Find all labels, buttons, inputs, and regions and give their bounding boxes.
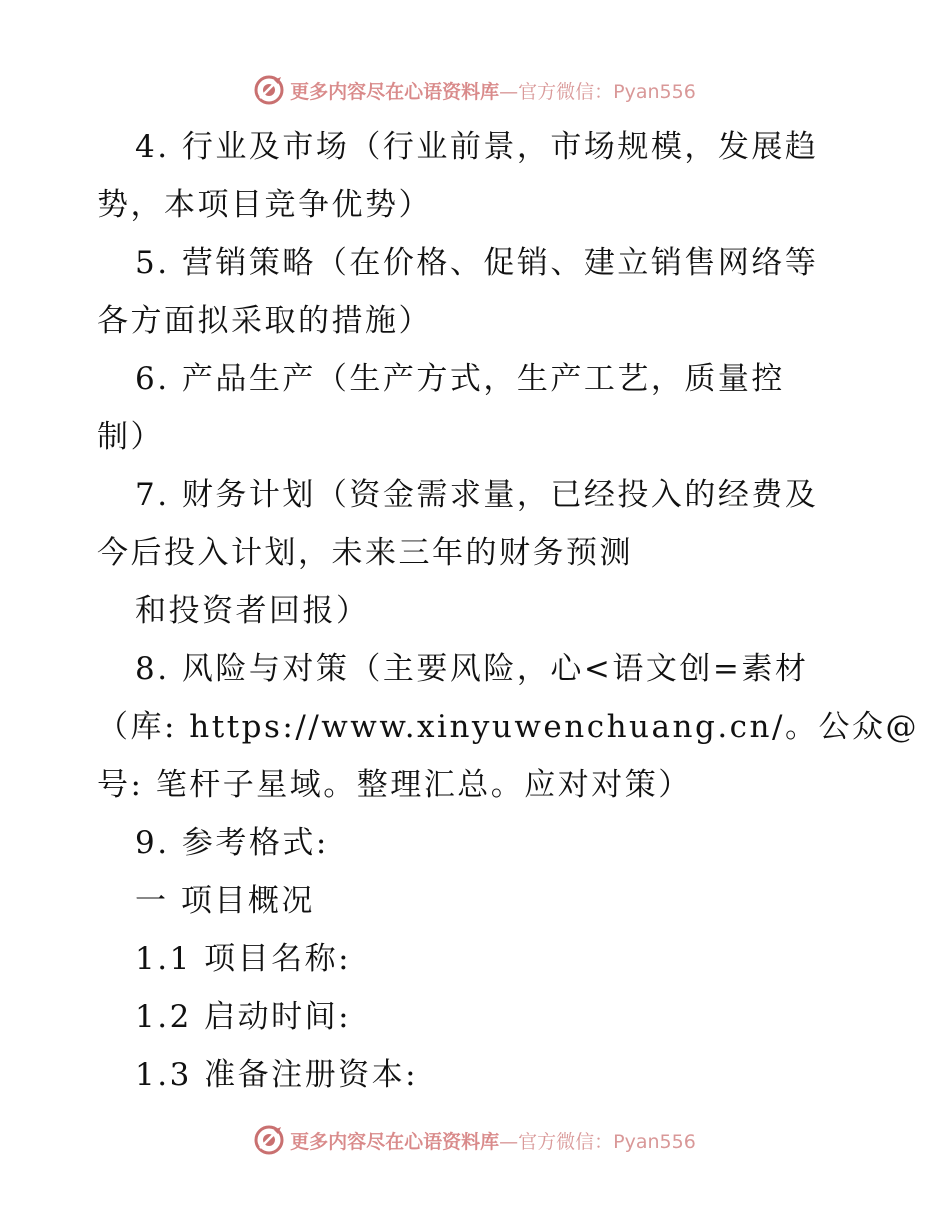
banner-wechat-text: 官方微信：Pyan556 (518, 80, 696, 103)
banner-main-text: 更多内容尽在心语资料库 (290, 80, 500, 103)
text-line: 4. 行业及市场（行业前景，市场规模，发展趋 (135, 129, 819, 165)
text-line: 今后投入计划，未来三年的财务预测 (97, 535, 633, 571)
text-line: 号: 笔杆子星域。整理汇总。应对对策） (97, 767, 692, 803)
text-line: 一 项目概况 (135, 883, 315, 919)
banner-text (290, 77, 696, 104)
text-line: 1.3 准备注册资本: (135, 1057, 419, 1093)
banner-main-text: 更多内容尽在心语资料库 (290, 1130, 500, 1153)
text-line: 1.2 启动时间: (135, 999, 352, 1035)
header-watermark-banner (0, 70, 950, 110)
banner-dash: — (499, 80, 519, 103)
text-line: 势，本项目竞争优势） (97, 187, 432, 223)
text-line: 9. 参考格式: (135, 825, 329, 861)
banner-dash: — (499, 1130, 519, 1153)
brand-logo-icon (254, 75, 284, 105)
banner-wechat-text: 官方微信：Pyan556 (518, 1130, 696, 1153)
text-line: 各方面拟采取的措施） (97, 303, 432, 339)
banner-text (290, 1127, 696, 1154)
brand-logo-icon (254, 1125, 284, 1155)
text-line: （库: https://www.xinyuwenchuang.cn/。公众@ (97, 709, 919, 745)
text-line: 8. 风险与对策（主要风险，心<语文创=素材 (135, 651, 809, 687)
text-line: 5. 营销策略（在价格、促销、建立销售网络等 (135, 245, 819, 281)
footer-watermark-banner (0, 1120, 950, 1160)
text-line: 6. 产品生产（生产方式，生产工艺，质量控 (135, 361, 785, 397)
text-line: 7. 财务计划（资金需求量，已经投入的经费及 (135, 477, 819, 513)
text-line: 和投资者回报） (135, 593, 370, 629)
document-body (97, 118, 919, 1104)
text-line: 1.1 项目名称: (135, 941, 352, 977)
text-line: 制） (97, 419, 164, 455)
